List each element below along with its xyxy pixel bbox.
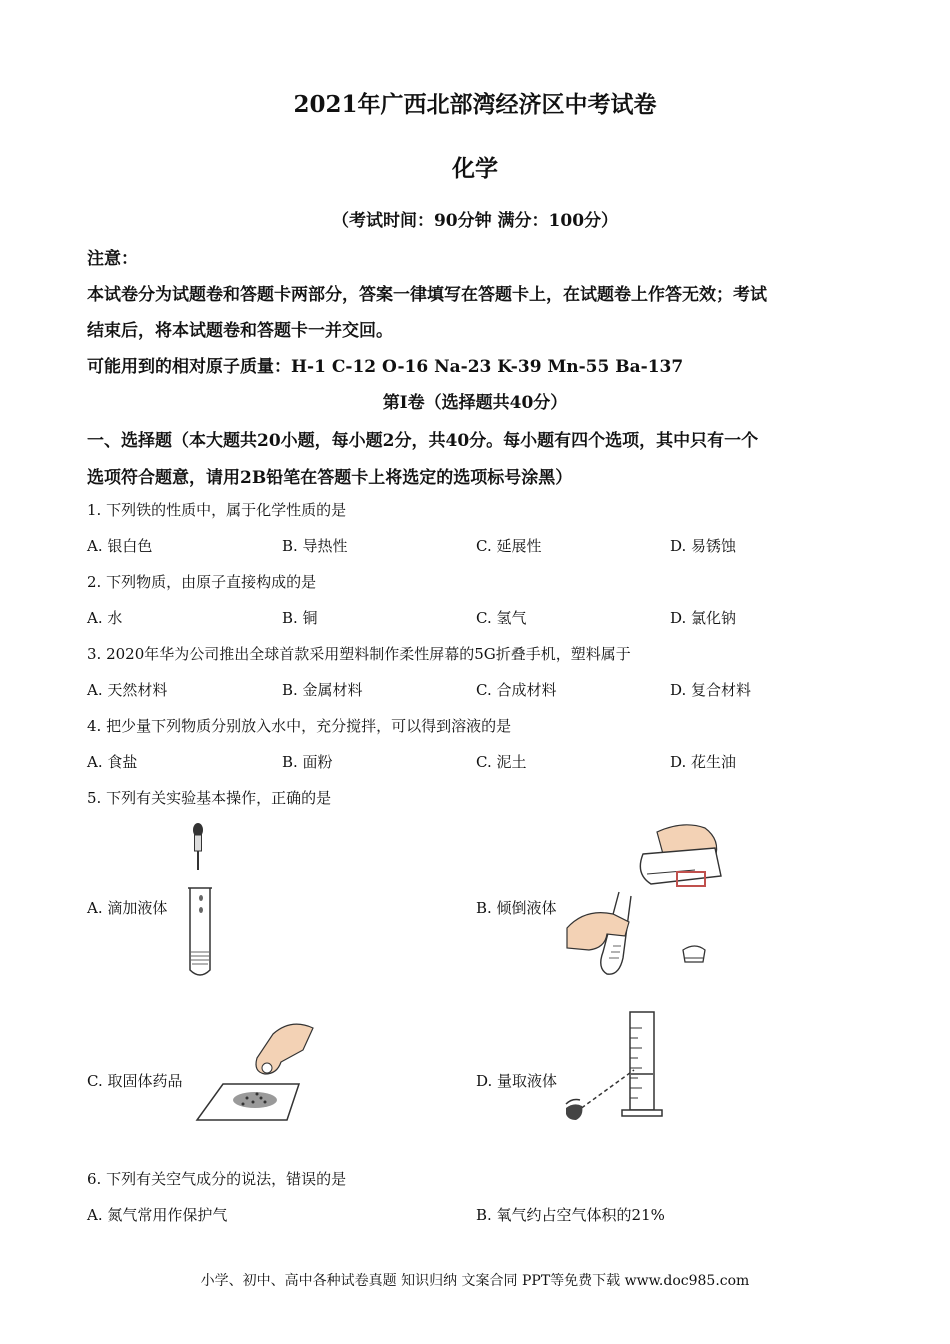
option-a: A. 天然材料 <box>87 681 168 699</box>
option-a: A. 氮气常用作保护气 <box>87 1206 228 1224</box>
option-b: B. 导热性 <box>282 537 348 555</box>
footer-text: 小学、初中、高中各种试卷真题 知识归纳 文案合同 PPT等免费下载 www.doc985.com <box>200 1273 750 1289</box>
option-c: C. 合成材料 <box>476 681 557 699</box>
option-c: C. 氢气 <box>476 609 527 627</box>
question-stem: 2. 下列物质，由原子直接构成的是 <box>87 573 317 591</box>
option-d: D. 花生油 <box>670 753 737 771</box>
notice-label: 注意： <box>87 249 138 269</box>
exam-title: 2021年广西北部湾经济区中考试卷 <box>293 91 657 118</box>
question-stem: 1. 下列铁的性质中，属于化学性质的是 <box>87 501 347 519</box>
option-d: D. 复合材料 <box>670 681 752 699</box>
option-d: D. 氯化钠 <box>670 609 737 627</box>
notice-line-1: 本试卷分为试题卷和答题卡两部分，答案一律填写在答题卡上，在试题卷上作答无效；考试 <box>87 285 767 305</box>
question-stem: 6. 下列有关空气成分的说法，错误的是 <box>87 1170 347 1188</box>
option-a: A. 水 <box>87 609 123 627</box>
notice-line-2: 结束后，将本试题卷和答题卡一并交回。 <box>87 321 393 341</box>
option-d: D. 易锈蚀 <box>670 537 737 555</box>
option-d: D. 量取液体 <box>476 1072 558 1090</box>
question-stem: 3. 2020年华为公司推出全球首款采用塑料制作柔性屏幕的5G折叠手机，塑料属于 <box>87 645 631 663</box>
question-stem: 4. 把少量下列物质分别放入水中，充分搅拌，可以得到溶液的是 <box>87 717 512 735</box>
subject-title: 化学 <box>452 155 498 182</box>
option-a: A. 食盐 <box>87 753 138 771</box>
option-b: B. 面粉 <box>282 753 333 771</box>
atomic-masses: 可能用到的相对原子质量：H-1 C-12 O-16 Na-23 K-39 Mn-55 Ba-137 <box>87 357 684 377</box>
option-b: B. 金属材料 <box>282 681 363 699</box>
option-b: B. 倾倒液体 <box>476 899 557 917</box>
option-b: B. 铜 <box>282 609 318 627</box>
section-heading: 第Ⅰ卷（选择题共40分） <box>382 393 568 413</box>
option-c: C. 取固体药品 <box>87 1072 183 1090</box>
exam-info: （考试时间：90分钟 满分：100分） <box>331 211 619 231</box>
option-a: A. 滴加液体 <box>87 899 168 917</box>
option-b: B. 氧气约占空气体积的21% <box>476 1206 665 1224</box>
taking-solid-figure <box>195 1014 325 1124</box>
option-a: A. 银白色 <box>87 537 153 555</box>
option-c: C. 延展性 <box>476 537 542 555</box>
graduated-cylinder-figure <box>562 1008 682 1126</box>
pouring-liquid-figure <box>565 818 730 983</box>
section-instruction-1: 一、选择题（本大题共20小题，每小题2分，共40分。每小题有四个选项，其中只有一个 <box>87 431 759 451</box>
option-c: C. 泥土 <box>476 753 527 771</box>
section-instruction-2: 选项符合题意，请用2B铅笔在答题卡上将选定的选项标号涂黑） <box>87 468 573 488</box>
question-stem: 5. 下列有关实验基本操作，正确的是 <box>87 789 332 807</box>
dropper-test-tube-figure <box>180 822 220 982</box>
